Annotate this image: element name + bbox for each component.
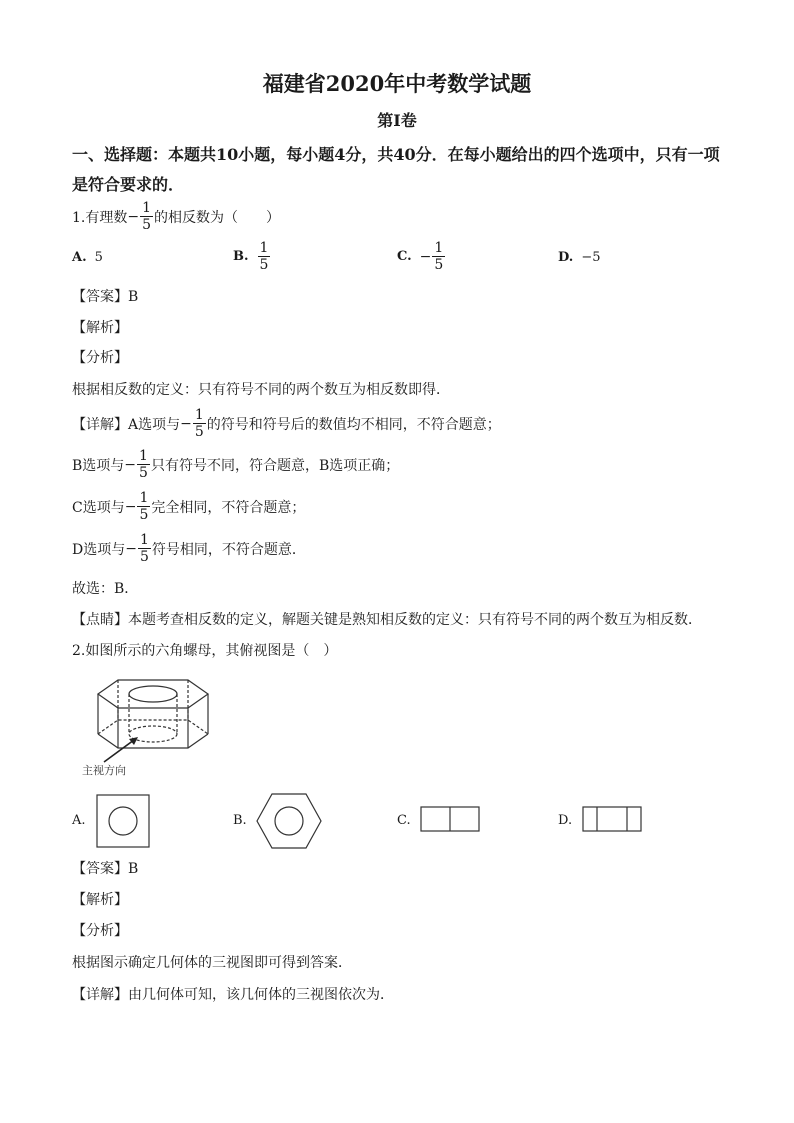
q2-option-b-figure xyxy=(256,792,322,850)
q2-option-c-label: C. xyxy=(397,813,411,828)
q1-option-a-value: 5 xyxy=(94,250,103,265)
q1-dianjing xyxy=(72,609,702,629)
q1-detail-d-num: 1 xyxy=(139,532,149,548)
q1-dianjing-text: 本题考查相反数的定义，解题关键是熟知相反数的定义：只有符号不同的两个数互为相反数． xyxy=(128,612,702,628)
q1-detail-c xyxy=(72,490,305,523)
q1-detail-b xyxy=(72,448,399,481)
q1-detail-b-post: 只有符号不同，符合题意，B选项正确； xyxy=(150,457,400,474)
q2-option-d-figure xyxy=(582,806,644,834)
q1-detail-c-pre: C选项与 xyxy=(72,499,125,516)
q1-stem xyxy=(72,200,280,233)
q1-option-d-label: D. xyxy=(558,250,574,265)
q2-fenxi-text: 根据图示确定几何体的三视图即可得到答案． xyxy=(72,955,352,971)
q1-option-c-label: C. xyxy=(397,249,412,264)
q2-option-c-figure xyxy=(420,806,482,834)
q1-detail-b-pre: B选项与 xyxy=(72,457,125,474)
q2-option-a-figure xyxy=(96,794,150,848)
q1-stem-den: 5 xyxy=(142,217,152,233)
q1-stem-num: 1 xyxy=(142,200,152,216)
q2-option-b-label: B. xyxy=(233,813,247,828)
q1-detail-d xyxy=(72,532,306,565)
q2-analysis-tag: 【解析】 xyxy=(72,892,128,908)
q1-detail-d-den: 5 xyxy=(139,549,149,565)
q2-detail-tag: 【详解】 xyxy=(72,987,128,1003)
q1-detail-d-fraction xyxy=(138,532,151,565)
q1-detail-a-num: 1 xyxy=(194,407,204,423)
q1-option-c-fraction xyxy=(432,240,445,273)
q1-detail-a-den: 5 xyxy=(194,424,204,440)
q1-detail-a-sign: − xyxy=(180,415,192,432)
q1-option-b xyxy=(233,240,271,273)
q1-detail-c-den: 5 xyxy=(139,507,149,523)
q2-option-d-label: D. xyxy=(558,813,573,828)
q1-detail-tag: 【详解】 xyxy=(72,416,128,433)
q1-analysis-tag: 【解析】 xyxy=(72,320,128,336)
q1-option-c-num: 1 xyxy=(434,240,444,256)
q1-option-c xyxy=(397,240,446,273)
q1-detail-d-post: 符号相同，不符合题意． xyxy=(151,541,306,558)
q1-choose: 故选：B． xyxy=(72,581,139,597)
q1-detail-c-sign: − xyxy=(124,498,137,515)
q2-answer-value: B xyxy=(128,861,139,877)
q1-option-b-num: 1 xyxy=(259,240,269,256)
q1-stem-sign: − xyxy=(127,208,140,225)
arrow-head-icon xyxy=(129,737,138,745)
q1-detail-d-pre: D选项与 xyxy=(72,541,126,558)
hex-nut-figure xyxy=(80,672,220,780)
figure-label: 主视方向 xyxy=(82,764,126,777)
q2-option-a-label: A. xyxy=(72,813,86,828)
q1-option-d-value: −5 xyxy=(581,250,601,265)
q1-dianjing-tag: 【点睛】 xyxy=(72,612,128,628)
q1-detail-b-fraction xyxy=(137,448,150,481)
q1-detail-b-num: 1 xyxy=(139,448,148,464)
q1-fenxi-tag: 【分析】 xyxy=(72,350,128,366)
q1-stem-fraction xyxy=(140,200,153,233)
q1-option-b-fraction xyxy=(258,240,271,273)
document-title: 福建省2020年中考数学试题 xyxy=(262,71,532,96)
q2-answer-tag: 【答案】 xyxy=(72,861,128,877)
q1-detail-c-num: 1 xyxy=(139,490,149,506)
volume-label: 第Ⅰ卷 xyxy=(377,111,417,130)
q1-detail-c-fraction xyxy=(137,490,150,523)
q1-option-b-label: B. xyxy=(233,249,249,264)
q1-option-c-sign: − xyxy=(419,248,432,265)
q1-stem-suffix: 的相反数为（ ） xyxy=(154,209,281,226)
q1-option-b-den: 5 xyxy=(259,257,269,273)
q1-answer-line xyxy=(72,286,138,306)
q2-stem: 2.如图所示的六角螺母，其俯视图是（ ） xyxy=(72,643,338,659)
q2-answer-line xyxy=(72,858,138,878)
q2-fenxi-tag: 【分析】 xyxy=(72,923,128,939)
q1-detail-c-post: 完全相同，不符合题意； xyxy=(151,499,306,516)
q1-option-c-den: 5 xyxy=(434,257,444,273)
q1-detail-b-sign: − xyxy=(124,456,137,473)
q1-detail-a-pre: A选项与 xyxy=(128,416,181,433)
q1-detail-a-fraction xyxy=(193,407,206,440)
q1-option-a-label: A. xyxy=(72,250,87,265)
q2-detail xyxy=(72,984,394,1004)
q1-option-a xyxy=(72,250,103,265)
q1-detail-a-post: 的符号和符号后的数值均不相同，不符合题意； xyxy=(206,416,501,433)
q1-detail-d-sign: − xyxy=(125,540,137,557)
q1-answer-value: B xyxy=(128,289,139,305)
section-heading: 一、选择题：本题共10小题，每小题4分，共40分．在每小题给出的四个选项中，只有一项是符合要求的． xyxy=(72,145,720,194)
q1-answer-tag: 【答案】 xyxy=(72,289,128,305)
q1-stem-prefix: 1.有理数 xyxy=(72,209,128,226)
q1-detail-b-den: 5 xyxy=(139,465,148,481)
q1-fenxi-text: 根据相反数的定义：只有符号不同的两个数互为相反数即得． xyxy=(72,382,450,398)
q1-option-d xyxy=(558,250,601,265)
q1-detail-a xyxy=(72,407,501,440)
q2-detail-text: 由几何体可知，该几何体的三视图依次为． xyxy=(128,987,394,1003)
